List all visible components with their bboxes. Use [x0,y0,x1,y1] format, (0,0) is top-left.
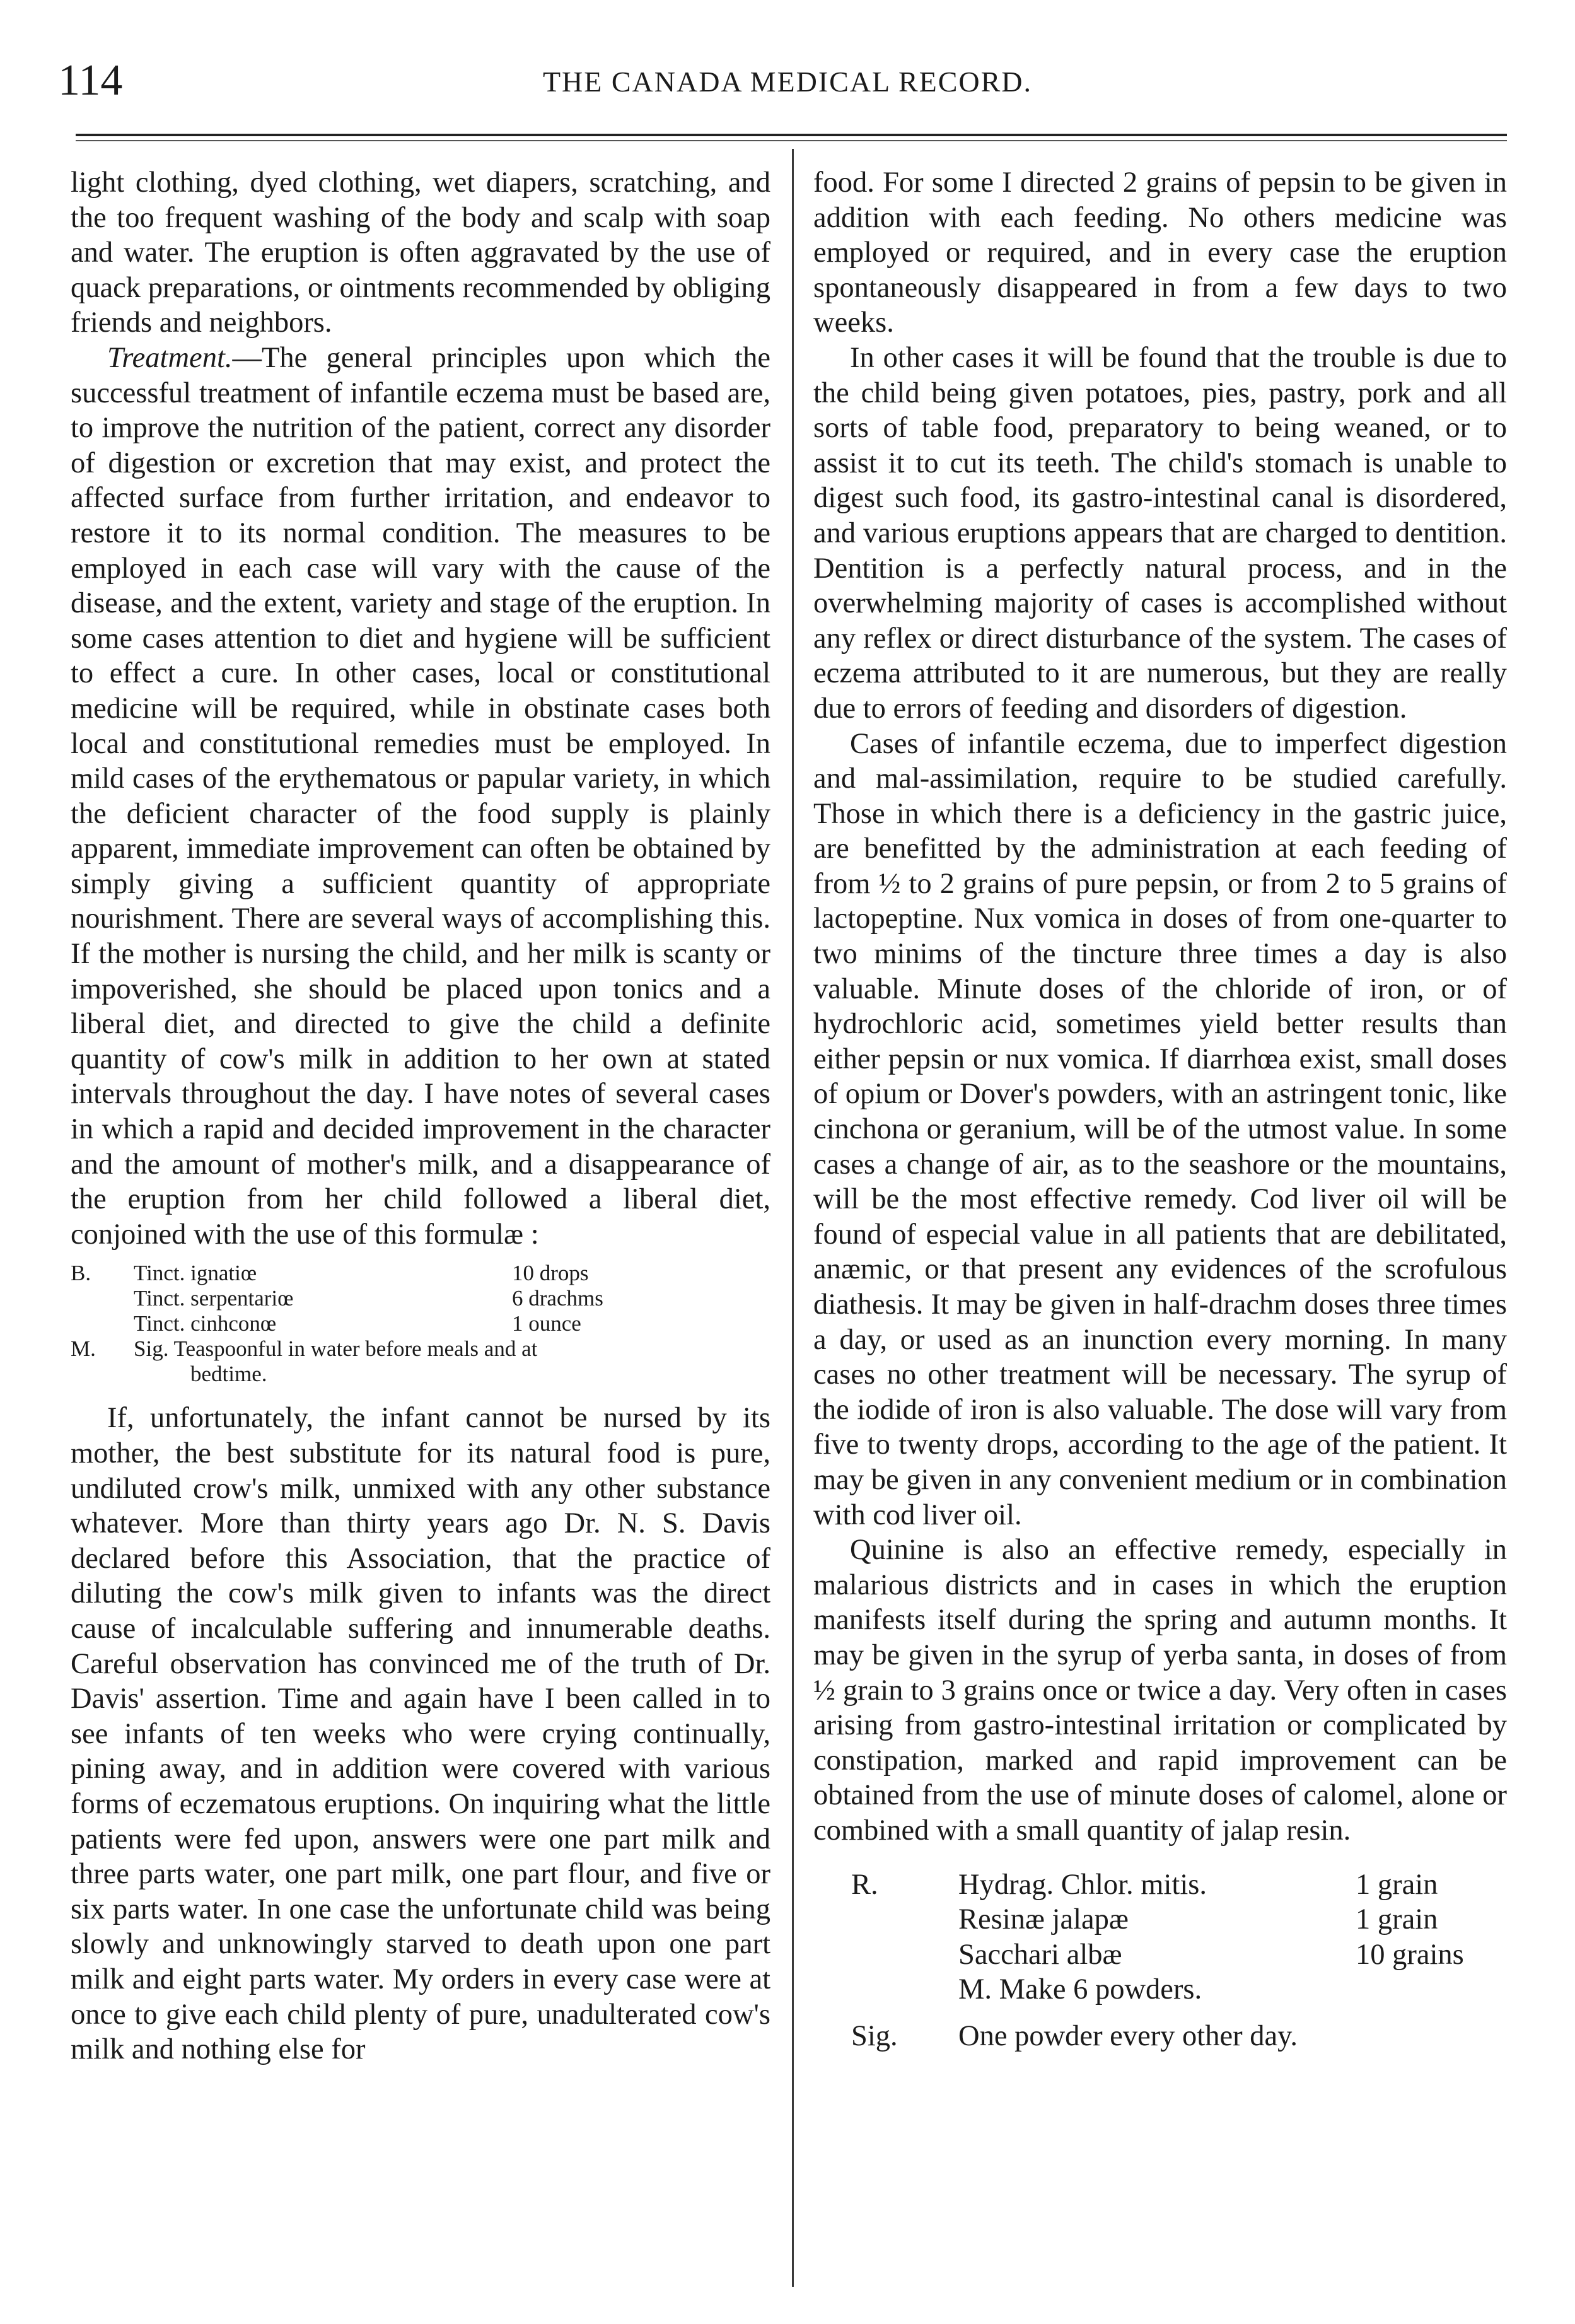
ingredient-amount: 10 grains [1356,1938,1464,1971]
right-column [813,165,1507,2053]
prescription-block [813,1867,1507,2054]
prescription-signature-continued: bedtime. [190,1362,267,1387]
ingredient-amount: 1 grain [1356,1868,1438,1901]
prescription-signature [71,1336,770,1362]
ingredient-name: Hydrag. Chlor. mitis. [958,1868,1207,1901]
section-heading-treatment: Treatment. [107,341,233,374]
signature-text: Sig. Teaspoonful in water before meals and at [134,1336,538,1362]
prescription-mark [813,1902,958,1937]
paragraph: light clothing, dyed clothing, wet diapers, scratching, and the too frequent washing of the body and scalp with soap and water. The eruption is often aggravated by the use of quack preparations, or ointments recommended by obliging friends and neighbors. [71,166,770,339]
signature-text: One powder every other day. [958,2019,1298,2052]
ingredient-amount: 6 drachms [512,1286,603,1311]
column-divider [792,149,794,2287]
prescription-line [813,1972,1507,2007]
prescription-mark [71,1286,134,1311]
prescription-line [813,1867,1507,1903]
paragraph-treatment [71,341,770,1252]
header-rule-thin [76,140,1507,141]
prescription-mark [813,1972,958,2007]
ingredient-name: Tinct. ignatiœ [134,1261,257,1286]
prescription-mark: B. [71,1261,91,1286]
paragraph: If, unfortunately, the infant cannot be nursed by its mother, the best substitute for its natural food is pure, undiluted crow's milk, unmixed with any other substance whatever. More than thirty years ago Dr. N. S. Davis declared before this Association, that the practice of diluting the cow's milk given to infants was the direct cause of incalculable suffering and innumerable deaths. Careful observation has convinced me of the truth of Dr. Davis' assertion. Time and again have I been called in to see infants of ten weeks who were crying continually, pining away, and in addition were covered with various forms of eczematous eruptions. On inquiring what the little patients were fed upon, answers were one part milk and three parts water, one part milk, one part flour, and five or six parts water. In one case the unfortunate child was being slowly and unknowingly starved to death upon one part milk and eight parts water. My orders in every case were at once to give each child plenty of pure, unadulterated cow's milk and nothing else for [71,1402,770,2066]
prescription-mark [71,1311,134,1336]
ingredient-name: Resinæ jalapæ [958,1903,1129,1936]
ingredient-name: Tinct. cinhconœ [134,1311,277,1336]
prescription-line [813,1902,1507,1937]
ingredient-name: Sacchari albæ [958,1938,1122,1971]
ingredient-amount: 10 drops [512,1261,589,1286]
paragraph: food. For some I directed 2 grains of pepsin to be given in addition with each feeding. No others medicine was employed or required, and in every case the eruption spontaneously disappeared in from a few days to two weeks. [813,166,1507,339]
prescription-block [71,1261,770,1387]
paragraph: Quinine is also an effective remedy, especially in malarious districts and in cases in which the eruption manifests itself during the spring and autumn months. It may be given in the syrup of yerba santa, in doses of from ½ grain to 3 grains once or twice a day. Very often in cases arising from gastro-intestinal irritation or complicated by constipation, marked and rapid improvement can be obtained from the use of minute doses of calomel, alone or combined with a small quantity of jalap resin. [813,1534,1507,1847]
prescription-mark: R. [851,1868,878,1901]
prescription-line [71,1311,770,1336]
paragraph: Cases of infantile eczema, due to imperfect digestion and mal-assimilation, require to be studied carefully. Those in which there is a deficiency in the gastric juice, are benefitted by the administration at each feeding of from ½ to 2 grains of pure pepsin, or from 2 to 5 grains of lactopeptine. Nux vomica in doses of from one-quarter to two minims of the tincture three times a day is also valuable. Minute doses of the chloride of iron, or of hydrochloric acid, sometimes yield better results than either pepsin or nux vomica. If diarrhœa exist, small doses of opium or Dover's powders, with an astringent tonic, like cinchona or geranium, will be of the utmost value. In some cases a change of air, as to the seashore or the mountains, will be the most effective remedy. Cod liver oil will be found of especial value in all patients that are debilitated, anæmic, or that present any evidences of the scrofulous diathesis. It may be given in half-drachm doses three times a day, or used as an inunction every morning. In many cases no other treatment will be necessary. The syrup of the iodide of iron is also valuable. The dose will vary from five to twenty drops, according to the age of the patient. It may be given in any convenient medium or in combination with cod liver oil. [813,727,1507,1531]
prescription-mark: Sig. [851,2019,898,2052]
paragraph: In other cases it will be found that the trouble is due to the child being given potatoes, pies, pastry, pork and all sorts of table food, preparatory to being weaned, or to assist it to cut its teeth. The child's stomach is unable to digest such food, its gastro-intestinal canal is disordered, and various eruptions appears that are charged to dentition. Dentition is a perfectly natural process, and in the overwhelming majority of cases is accomplished without any reflex or direct disturbance of the system. The cases of eczema attributed to it are numerous, but they are really due to errors of feeding and disorders of digestion. [813,341,1507,725]
journal-title: THE CANADA MEDICAL RECORD. [542,66,1033,98]
ingredient-amount: 1 ounce [512,1311,581,1336]
prescription-signature [813,2019,1507,2054]
ingredient-name: Tinct. serpentariœ [134,1286,294,1311]
header-rule [76,134,1507,136]
left-column [71,165,770,2067]
paragraph-text: —The general principles upon which the successful treatment of infantile eczema must be based are, to improve the nutrition of the patient, correct any disorder of digestion or excretion that may exist, and protect the affected surface from further irritation, and endeavor to restore it to its normal condition. The measures to be employed in each case will vary with the cause of the disease, and the extent, variety and stage of the eruption. In some cases attention to diet and hygiene will be sufficient to effect a cure. In other cases, local or constitutional medicine will be required, while in obstinate cases both local and constitutional remedies must be employed. In mild cases of the erythematous or papular variety, in which the deficient character of the food supply is plainly apparent, immediate improvement can often be obtained by simply giving a sufficient quantity of appropriate nourishment. There are several ways of accomplishing this. If the mother is nursing the child, and her milk is scanty or impoverished, she should be placed upon tonics and a liberal diet, and directed to give the child a definite quantity of cow's milk in addition to her own at stated intervals throughout the day. I have notes of several cases in which a rapid and decided improvement in the character and the amount of mother's milk, and a disappearance of the eruption from her child followed a liberal diet, conjoined with the use of this formulæ : [71,341,770,1251]
ingredient-amount [1356,1972,1507,2007]
ingredient-name: M. Make 6 powders. [958,1973,1202,2006]
prescription-line [71,1261,770,1286]
prescription-line [813,1937,1507,1973]
ingredient-amount: 1 grain [1356,1903,1438,1936]
page-number: 114 [58,56,123,105]
prescription-mark [813,1937,958,1973]
prescription-line [71,1286,770,1311]
prescription-mark: M. [71,1336,96,1362]
